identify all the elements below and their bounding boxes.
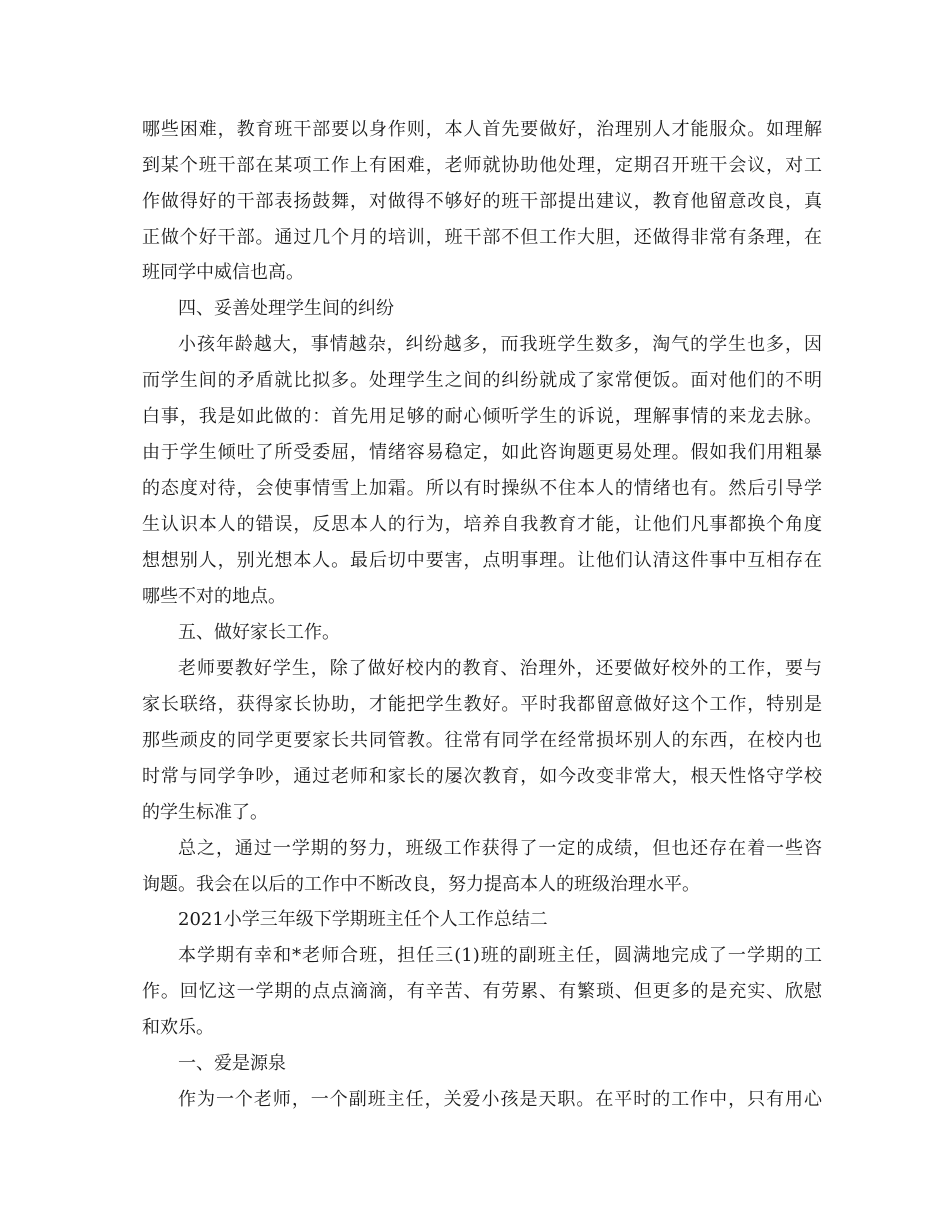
text-line: 老师要教好学生，除了做好校内的教育、治理外，还要做好校外的工作，要与	[178, 658, 822, 679]
section-heading: 一、爱是源泉	[178, 1053, 286, 1074]
text-line: 由于学生倾吐了所受委屈，情绪容易稳定，如此咨询题更易处理。假如我们用粗暴	[142, 442, 822, 463]
text-line: 和欢乐。	[142, 1017, 214, 1038]
text-line: 正做个好干部。通过几个月的培训，班干部不但工作大胆，还做得非常有条理，在	[142, 227, 822, 248]
text-line: 白事，我是如此做的：首先用足够的耐心倾听学生的诉说，理解事情的来龙去脉。	[142, 406, 822, 427]
text-line: 哪些不对的地点。	[142, 586, 286, 607]
section-heading: 五、做好家长工作。	[178, 622, 340, 643]
text-line: 生认识本人的错误，反思本人的行为，培养自我教育才能，让他们凡事都换个角度	[142, 514, 822, 535]
text-line: 班同学中威信也高。	[142, 262, 304, 283]
text-line: 想想别人，别光想本人。最后切中要害，点明事理。让他们认清这件事中互相存在	[142, 550, 822, 571]
text-line: 作做得好的干部表扬鼓舞，对做得不够好的班干部提出建议，教育他留意改良，真	[142, 191, 822, 212]
text-line: 家长联络，获得家长协助，才能把学生教好。平时我都留意做好这个工作，特别是	[142, 694, 822, 715]
text-line: 小孩年龄越大，事情越杂，纠纷越多，而我班学生数多，淘气的学生也多，因	[178, 334, 822, 355]
document-subtitle: 2021小学三年级下学期班主任个人工作总结二	[178, 909, 548, 930]
text-line: 的学生标准了。	[142, 802, 268, 823]
text-line: 到某个班干部在某项工作上有困难，老师就协助他处理，定期召开班干会议，对工	[142, 155, 822, 176]
text-line: 那些顽皮的同学更要家长共同管教。往常有同学在经常损坏别人的东西，在校内也	[142, 730, 822, 751]
text-line: 询题。我会在以后的工作中不断改良，努力提高本人的班级治理水平。	[142, 874, 700, 895]
text-line: 哪些困难，教育班干部要以身作则，本人首先要做好，治理别人才能服众。如理解	[142, 119, 822, 140]
text-line: 本学期有幸和*老师合班，担任三(1)班的副班主任，圆满地完成了一学期的工	[178, 945, 822, 966]
text-line: 的态度对待，会使事情雪上加霜。所以有时操纵不住本人的情绪也有。然后引导学	[142, 478, 822, 499]
text-line: 时常与同学争吵，通过老师和家长的屡次教育，如今改变非常大，根天性恪守学校	[142, 766, 822, 787]
text-line: 而学生间的矛盾就比拟多。处理学生之间的纠纷就成了家常便饭。面对他们的不明	[142, 370, 822, 391]
text-line: 作。回忆这一学期的点点滴滴，有辛苦、有劳累、有繁琐、但更多的是充实、欣慰	[142, 981, 822, 1002]
text-line: 作为一个老师，一个副班主任，关爱小孩是天职。在平时的工作中，只有用心	[178, 1089, 822, 1110]
section-heading: 四、妥善处理学生间的纠纷	[178, 298, 394, 319]
text-line: 总之，通过一学期的努力，班级工作获得了一定的成绩，但也还存在着一些咨	[178, 838, 822, 859]
